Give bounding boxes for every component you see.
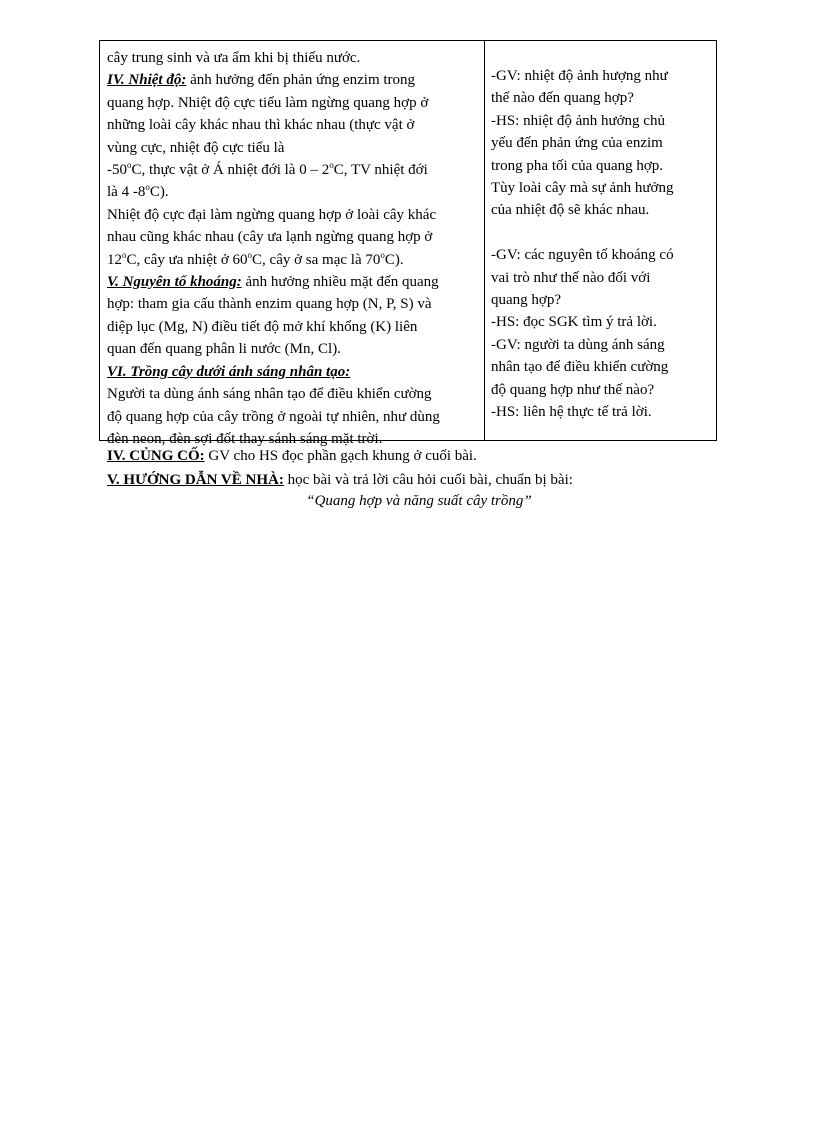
text-line: vai trò như thế nào đối với [491,269,651,286]
section-temperature [107,69,478,91]
degree-sup: o [145,182,150,193]
text-run: C, TV nhiệt đới [333,162,428,179]
text-line [107,181,478,203]
text-line: Người ta dùng ánh sáng nhân tạo để điều khiển cường [107,386,432,403]
text-line: trong pha tối của quang hợp. [491,157,664,174]
section-heading: V. Nguyên tố khoáng: [107,274,242,291]
text-line: những loài cây khác nhau thì khác nhau (thực vật ở [107,117,415,134]
content-column [100,41,485,447]
text-line: quan đến quang phân li nước (Mn, Cl). [107,341,341,358]
section-heading: IV. Nhiệt độ: [107,72,187,89]
lesson-table [99,40,717,447]
text-line: -GV: các nguyên tố khoáng có [491,247,674,264]
text-line: -HS: đọc SGK tìm ý trả lời. [491,314,657,331]
text-run: C). [149,184,169,201]
text-line: nhân tạo để điều khiển cường [491,359,669,376]
text-line [107,159,478,181]
next-lesson-title: “Quang hợp và năng suất cây trồng” [306,493,532,509]
text-line: đèn neon, đèn sợi đốt thay sánh sáng mặt trời. [107,430,383,447]
degree-sup: o [380,249,385,260]
text-line: quang hợp? [491,292,561,309]
text-line: -GV: nhiệt độ ảnh hượng như [491,68,668,84]
text-line: cây trung sinh và ưa ẩm khi bị thiếu nước. [107,50,361,66]
text-line: độ quang hợp của cây trồng ở ngoài tự nhiên, như dùng [107,408,440,425]
text-line: -HS: nhiệt độ ảnh hưởng chủ [491,112,665,129]
text-line: vùng cực, nhiệt độ cực tiểu là [107,139,285,156]
text-line: -HS: liên hệ thực tế trả lời. [491,404,652,421]
section-minerals [107,271,478,293]
text-line [107,249,478,271]
section-heading: IV. CỦNG CỐ: [107,448,205,464]
text-line: quang hợp. Nhiệt độ cực tiểu làm ngừng quang hợp ở [107,94,429,111]
text-line: diệp lục (Mg, N) điều tiết độ mở khí khổng (K) liên [107,318,418,335]
section-artificial-light [107,361,478,383]
text-run: -50 [107,162,127,179]
text-run: C, thực vật ở Á nhiệt đới là 0 – 2 [131,162,330,179]
text-line: hợp: tham gia cấu thành enzim quang hợp (N, P, S) và [107,296,432,313]
text-line: Tùy loài cây mà sự ảnh hưởng [491,180,674,197]
section-heading: VI. Trồng cây dưới ánh sáng nhân tạo: [107,363,351,380]
text-run: ảnh hưởng đến phản ứng enzim trong [186,72,416,89]
text-line: yếu đến phản ứng của enzim [491,135,663,152]
degree-sup: o [247,249,253,260]
text-run: C, cây ưa nhiệt ở 60 [126,251,248,268]
text-run: là 4 -8 [107,184,146,201]
activity-column [485,41,716,440]
section-heading: V. HƯỚNG DẪN VỀ NHÀ: [107,472,284,488]
degree-sup: o [122,249,127,260]
text-line: độ quang hợp như thế nào? [491,381,655,398]
text-run: GV cho HS đọc phần gạch khung ở cuối bài. [204,448,477,464]
lesson-footer [107,444,707,510]
text-run: C). [384,251,404,268]
text-line: thế nào đến quang hợp? [491,90,634,107]
text-line: nhau cũng khác nhau (cây ưa lạnh ngừng quang hợp ở [107,229,433,246]
text-run: ảnh hưởng nhiều mặt đến quang [241,274,439,291]
text-run: học bài và trả lời câu hỏi cuối bài, chuẩn bị bài: [283,472,573,488]
text-line: của nhiệt độ sẽ khác nhau. [491,202,650,219]
text-run: 12 [107,251,122,268]
spacer [491,222,710,244]
homework-line [107,468,707,492]
text-line: -GV: người ta dùng ánh sáng [491,336,665,353]
degree-sup: o [127,160,132,171]
text-run: C, cây ở sa mạc là 70 [252,251,381,268]
degree-sup: o [329,160,334,171]
consolidation-line [107,444,707,468]
text-line: Nhiệt độ cực đại làm ngừng quang hợp ở loài cây khác [107,206,437,223]
